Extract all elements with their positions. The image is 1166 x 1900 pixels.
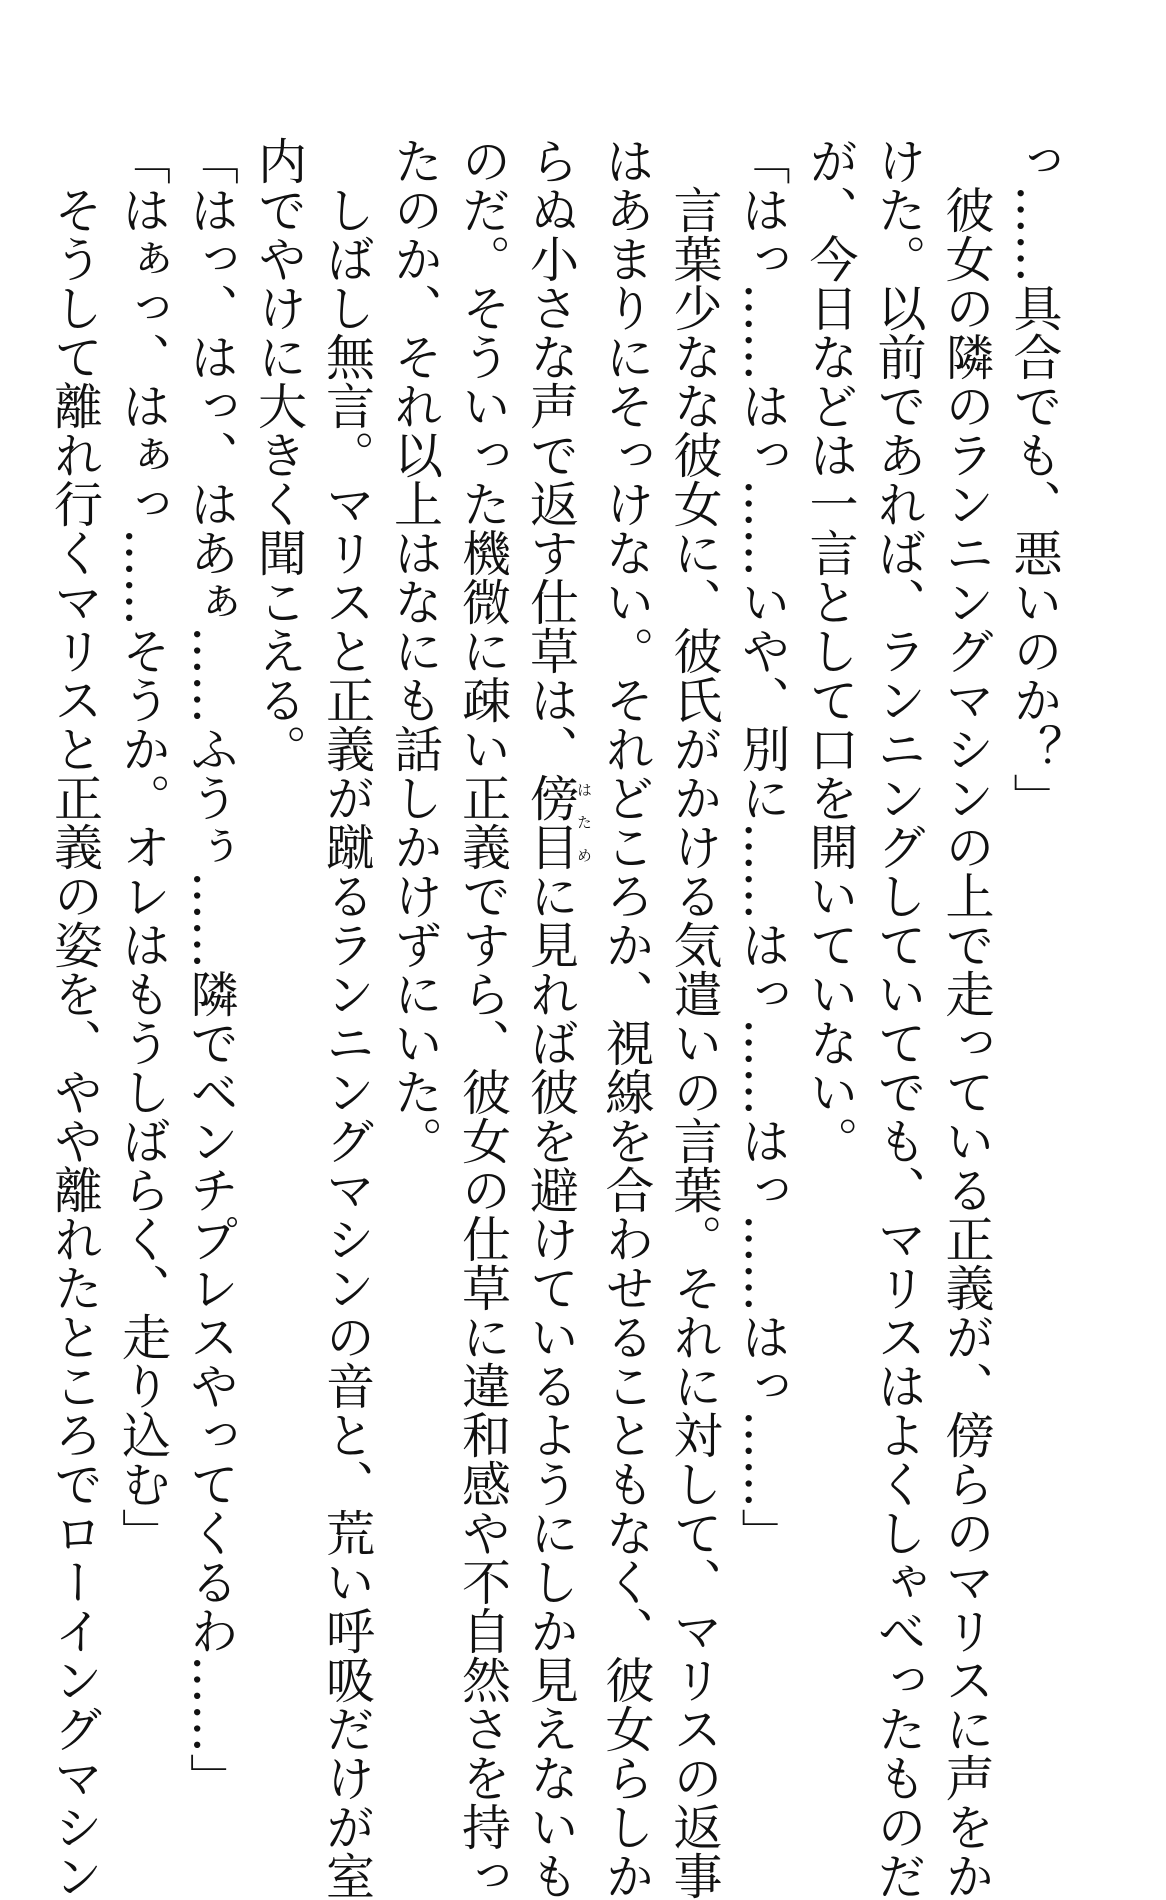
text-line: たのか、それ以上はなにも話しかけずにいた。: [386, 136, 444, 1165]
text-line: はあまりにそっけない。それどころか、視線を合わせることもなく、彼女らしか: [598, 136, 655, 1900]
ruby-annotation: [522, 773, 593, 871]
text-segment: に見れば彼を避けているようにしか見えないも: [522, 871, 580, 1900]
text-line: 「はっ、はっ、はあぁ……ふうぅ……隣でベンチプレスやってくるわ……」: [182, 136, 240, 1802]
text-line: 彼女の隣のランニングマシンの上で走っている正義が、傍らのマリスに声をか: [938, 185, 995, 1900]
text-line: のだ。そういった機微に疎い正義ですら、彼女の仕草に違和感や不自然さを持っ: [454, 136, 512, 1900]
text-line: が、今日などは一言として口を開いていない。: [802, 136, 859, 1165]
text-line: 「はっ……はっ……いや、別に……はっ……はっ……はっ……」: [734, 136, 791, 1557]
text-line: しばし無言。マリスと正義が蹴るランニングマシンの音と、荒い呼吸だけが室: [318, 185, 376, 1900]
vertical-text-block: [41, 136, 1069, 1900]
text-line: っ……具合でも、悪いのか？」: [1006, 136, 1063, 822]
ruby-base: 傍目: [522, 773, 580, 871]
text-line: 内でやけに大きく聞こえる。: [250, 136, 308, 773]
text-line: そうして離れ行くマリスと正義の姿を、やや離れたところでローイングマシン: [46, 185, 104, 1900]
text-line-with-ruby: [517, 136, 593, 1900]
text-line: けた。以前であれば、ランニングしていてでも、マリスはよくしゃべったものだ: [870, 136, 927, 1900]
text-segment: らぬ小さな声で返す仕草は、: [522, 136, 580, 773]
text-line: 言葉少なな彼女に、彼氏がかける気遣いの言葉。それに対して、マリスの返事: [666, 185, 723, 1900]
text-line: 「はぁっ、はぁっ……そうか。オレはもうしばらく、走り込む」: [114, 136, 172, 1557]
ruby-reading: はため: [575, 773, 593, 871]
